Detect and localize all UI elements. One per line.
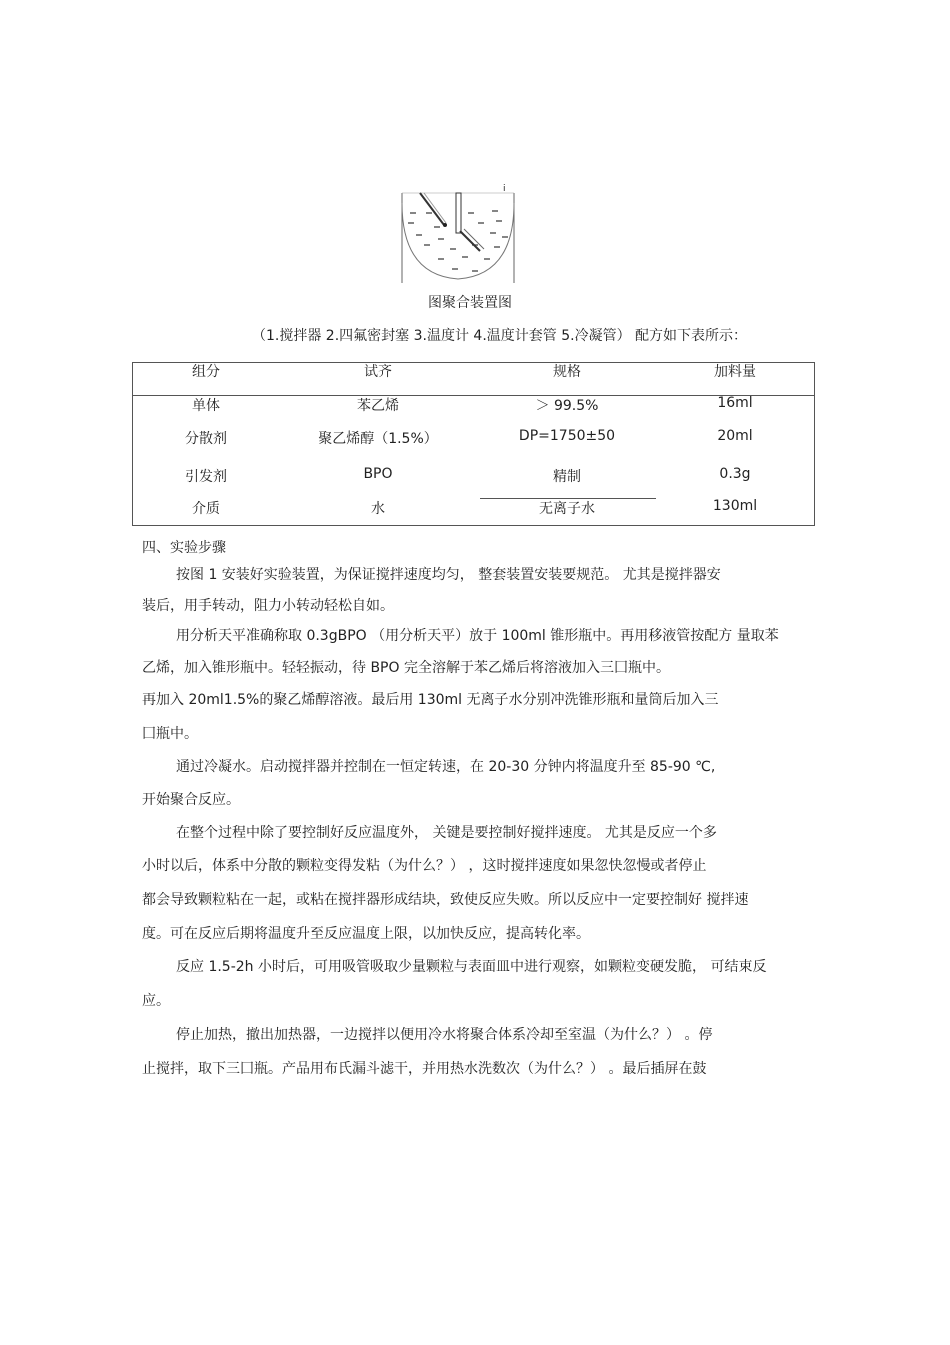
section-heading: 四、实验步骤 xyxy=(142,540,226,556)
table-cell: ＞ 99.5% xyxy=(535,398,599,414)
text-line: 都会导致颗粒粘在一起，或粘在搅拌器形成结块，致使反应失败。所以反应中一定要控制好 搅拌速 xyxy=(142,892,749,908)
text-line: 反应 1.5-2h 小时后，可用吸管吸取少量颗粒与表面皿中进行观察，如颗粒变硬发脆， 可结束反 xyxy=(176,959,767,975)
table-header: 试齐 xyxy=(364,364,392,380)
table-cell: 水 xyxy=(371,501,385,517)
table-cell: 介质 xyxy=(192,501,220,517)
table-cell: 无离子水 xyxy=(539,501,595,517)
table-cell: 分散剂 xyxy=(185,431,227,447)
text-line: 止搅拌，取下三囗瓶。产品用布氏漏斗滤干，并用热水洗数次（为什么？） 。最后插屏在鼓 xyxy=(142,1061,707,1077)
table-cell: 引发剂 xyxy=(185,469,227,485)
table-header: 加料量 xyxy=(714,364,756,380)
text-line: 再加入 20ml1.5%的聚乙烯醇溶液。最后用 130ml 无离子水分别冲洗锥形瓶和量筒后加入三 xyxy=(142,692,719,708)
text-line: 乙烯，加入锥形瓶中。轻轻振动，待 BPO 完全溶解于苯乙烯后将溶液加入三囗瓶中。 xyxy=(142,660,670,676)
text-line: 在整个过程中除了要控制好反应温度外， 关键是要控制好搅拌速度。 尤其是反应一个多 xyxy=(176,825,717,841)
table-cell: 精制 xyxy=(553,469,581,485)
flask-diagram-icon xyxy=(398,183,518,287)
text-line: 囗瓶中。 xyxy=(142,726,198,742)
table-cell: 单体 xyxy=(192,398,220,414)
table-cell: 0.3g xyxy=(719,466,751,482)
text-line: 通过冷凝水。启动搅拌器并控制在一恒定转速，在 20-30 分钟内将温度升至 85-90 ℃, xyxy=(176,759,716,775)
table-cell: 聚乙烯醇（1.5%） xyxy=(318,431,438,447)
table-cell: 苯乙烯 xyxy=(357,398,399,414)
text-line: 开始聚合反应。 xyxy=(142,792,240,808)
figure-mark: i xyxy=(503,184,506,194)
text-line: 停止加热，撤出加热器，一边搅拌以便用冷水将聚合体系冷却至室温（为什么？） 。停 xyxy=(176,1027,713,1043)
table-cell: 130ml xyxy=(712,498,758,514)
text-line: 按图 1 安装好实验装置，为保证搅拌速度均匀， 整套装置安装要规范。 尤其是搅拌器安 xyxy=(176,567,721,583)
table-header: 规格 xyxy=(553,364,581,380)
text-line: 用分析天平准确称取 0.3gBPO （用分析天平）放于 100ml 锥形瓶中。再用移液管按配方 量取苯 xyxy=(176,628,779,644)
table-cell: BPO xyxy=(363,466,393,482)
table-cell: 20ml xyxy=(717,428,753,444)
text-line: 度。可在反应后期将温度升至反应温度上限，以加快反应，提高转化率。 xyxy=(142,926,590,942)
text-line: 应。 xyxy=(142,993,170,1009)
text-line: 小时以后，体系中分散的颗粒变得发粘（为什么？） ，这时搅拌速度如果忽快忽慢或者停止 xyxy=(142,858,707,874)
apparatus-figure xyxy=(398,183,518,287)
table-cell: DP=1750±50 xyxy=(518,428,616,444)
table-header: 组分 xyxy=(192,364,220,380)
figure-legend: （1.搅拌器 2.四氟密封塞 3.温度计 4.温度计套管 5.冷凝管） 配方如下表所示： xyxy=(252,328,748,344)
figure-title: 图聚合装置图 xyxy=(428,295,512,311)
text-line: 装后，用手转动，阻力小转动轻松自如。 xyxy=(142,598,394,614)
table-cell: 16ml xyxy=(717,395,753,411)
